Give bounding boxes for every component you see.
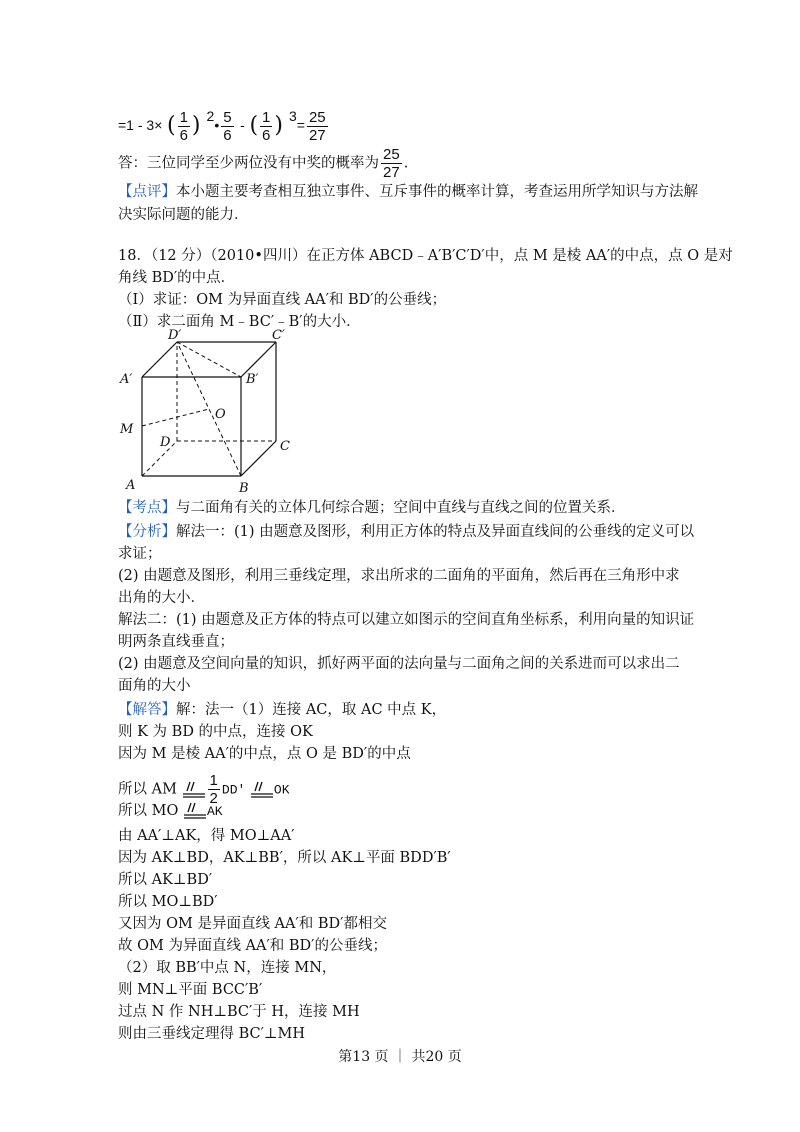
jieda-line-1 xyxy=(118,700,446,720)
edge-CB xyxy=(241,441,276,476)
jieda-text: 所以 AK⊥BD′ xyxy=(118,872,213,888)
question-18-line-2 xyxy=(118,268,235,288)
question-18-part-1 xyxy=(118,290,446,310)
answer-end: . xyxy=(403,155,409,172)
jieda-line-12 xyxy=(118,958,336,978)
jieda-text: （2）取 BB′中点 N，连接 MN， xyxy=(118,960,337,976)
fenxi-line-6 xyxy=(118,632,234,652)
frac-den: 6 xyxy=(223,126,232,144)
jieda-math: AK xyxy=(206,804,223,819)
calc-prefix: =1 - 3× xyxy=(118,117,163,133)
jieda-line-15 xyxy=(118,1024,305,1044)
comment-text: 决实际问题的能力． xyxy=(118,207,249,223)
kaodian-tag: 【考点】 xyxy=(118,500,176,516)
jieda-text: 因为 AK⊥BD，AK⊥BB′，所以 AK⊥平面 BDD′B′ xyxy=(118,850,451,866)
question-text: 角线 BD′的中点． xyxy=(118,270,236,286)
fenxi-text: (2) 由题意及图形，利用三垂线定理，求出所求的二面角的平面角，然后再在三角形中求 xyxy=(118,568,680,584)
jieda-text: 故 OM 为异面直线 AA′和 BD′的公垂线； xyxy=(118,938,387,954)
jieda-line-3 xyxy=(118,744,411,764)
diagonal-BD1 xyxy=(177,342,241,476)
question-part: （Ⅱ）求二面角 M﹣BC′﹣B′的大小． xyxy=(118,314,361,330)
right-paren: ) xyxy=(191,113,201,138)
jieda-text: 解：法一（1）连接 AC，取 AC 中点 K， xyxy=(176,702,447,718)
exponent: 2 xyxy=(206,108,215,124)
minus-operator: - xyxy=(240,117,245,133)
jieda-text: 则 K 为 BD 的中点，连接 OK xyxy=(118,724,313,740)
parallel-equal-icon xyxy=(182,781,206,799)
diagonal-D1B1 xyxy=(177,342,241,377)
edge-A1D1 xyxy=(142,342,177,377)
comment-line-1 xyxy=(118,182,698,202)
jieda-text: 所以 AM xyxy=(118,781,177,798)
jieda-math: DD′ xyxy=(221,782,246,798)
fraction xyxy=(260,109,272,144)
fraction xyxy=(221,109,233,144)
frac-den: 6 xyxy=(262,126,271,144)
jieda-text: 由 AA′⊥AK，得 MO⊥AA′ xyxy=(118,828,295,844)
frac-num: 1 xyxy=(209,772,218,789)
jieda-line-6 xyxy=(118,826,295,846)
label-C1: C′ xyxy=(272,328,285,343)
fenxi-text: 明两条直线垂直； xyxy=(118,634,234,650)
fenxi-line-8 xyxy=(118,676,191,696)
jieda-math: OK xyxy=(273,782,290,798)
question-part: （Ⅰ）求证：OM 为异面直线 AA′和 BD′的公垂线； xyxy=(118,292,447,308)
jieda-text: 过点 N 作 NH⊥BC′于 H，连接 MH xyxy=(118,1004,360,1020)
calc-line xyxy=(118,106,330,144)
segment-MO xyxy=(142,409,209,426)
frac-den: 27 xyxy=(383,164,400,181)
fenxi-line-4 xyxy=(118,588,205,608)
jieda-line-13 xyxy=(118,980,262,1000)
fenxi-text: (2) 由题意及空间向量的知识，抓好两平面的法向量与二面角之间的关系进而可以求出二 xyxy=(118,656,680,672)
fenxi-line-7 xyxy=(118,654,680,674)
jieda-text: 所以 MO xyxy=(118,803,179,819)
frac-num: 1 xyxy=(179,108,188,126)
jieda-tag: 【解答】 xyxy=(118,702,176,718)
fraction xyxy=(307,109,328,144)
jieda-line-10 xyxy=(118,914,387,934)
jieda-text: 则 MN⊥平面 BCC′B′ xyxy=(118,982,263,998)
kaodian-text: 与二面角有关的立体几何综合题；空间中直线与直线之间的位置关系． xyxy=(176,500,626,516)
question-18-line-1 xyxy=(118,246,733,266)
frac-den: 27 xyxy=(308,126,326,144)
fenxi-text: 解法一：(1) 由题意及图形，利用正方体的特点及异面直线间的公垂线的定义可以 xyxy=(176,524,695,540)
frac-den: 2 xyxy=(209,790,218,807)
jieda-line-5 xyxy=(118,801,223,822)
fraction xyxy=(381,146,402,181)
comment-line-2 xyxy=(118,205,249,225)
frac-num: 5 xyxy=(223,108,232,126)
jieda-text: 又因为 OM 是异面直线 AA′和 BD′都相交 xyxy=(118,916,387,932)
jieda-line-2 xyxy=(118,722,313,742)
question-text: 18．（12 分）（2010•四川）在正方体 ABCD﹣A′B′C′D′中，点 M 是棱 AA′的中点，点 O 是对 xyxy=(118,248,733,264)
cube-figure xyxy=(116,326,306,496)
label-D: D xyxy=(160,435,171,450)
label-B: B xyxy=(239,481,249,496)
exponent: 3 xyxy=(288,108,297,124)
label-O: O xyxy=(215,407,226,422)
fenxi-line-3 xyxy=(118,566,680,586)
fenxi-tag: 【分析】 xyxy=(118,524,176,540)
label-M: M xyxy=(120,422,134,437)
jieda-text: 因为 M 是棱 AA′的中点，点 O 是 BD′的中点 xyxy=(118,746,411,762)
jieda-line-14 xyxy=(118,1002,360,1022)
dot-operator: • xyxy=(214,117,220,133)
left-paren: ( xyxy=(249,113,259,138)
fraction xyxy=(178,109,190,144)
right-paren: ) xyxy=(274,113,283,138)
fenxi-text: 面角的大小 xyxy=(118,678,191,694)
parallel-equal-icon xyxy=(250,781,274,799)
frac-num: 25 xyxy=(383,146,400,163)
fenxi-line-1 xyxy=(118,522,694,542)
label-B1: B′ xyxy=(246,372,259,387)
fenxi-text: 解法二：(1) 由题意及正方体的特点可以建立如图示的空间直角坐标系，利用向量的知识证 xyxy=(118,612,695,628)
fenxi-text: 求证； xyxy=(118,546,162,562)
label-A1: A′ xyxy=(120,372,133,387)
frac-num: 1 xyxy=(262,108,271,126)
label-C: C xyxy=(280,439,290,454)
left-paren: ( xyxy=(166,113,176,138)
fenxi-line-2 xyxy=(118,544,162,564)
kaodian-line xyxy=(118,498,626,518)
frac-den: 6 xyxy=(179,126,188,144)
comment-text: 本小题主要考查相互独立事件、互斥事件的概率计算，考查运用所学知识与方法解 xyxy=(176,184,698,200)
jieda-line-7 xyxy=(118,848,451,868)
parallel-equal-icon xyxy=(183,802,207,820)
equals-sign: = xyxy=(296,117,305,133)
jieda-text: 所以 MO⊥BD′ xyxy=(118,894,218,910)
jieda-line-8 xyxy=(118,870,212,890)
fenxi-line-5 xyxy=(118,610,694,630)
page-footer: 第13 页 ｜ 共20 页 xyxy=(338,1049,462,1065)
label-D1: D′ xyxy=(168,328,182,343)
answer-line xyxy=(118,146,408,181)
answer-text: 答：三位同学至少两位没有中奖的概率为 xyxy=(118,155,379,172)
label-A: A xyxy=(126,478,136,493)
comment-tag: 【点评】 xyxy=(118,184,176,200)
jieda-line-9 xyxy=(118,892,218,912)
frac-num: 25 xyxy=(308,108,326,126)
fenxi-text: 出角的大小． xyxy=(118,590,205,606)
jieda-text: 则由三垂线定理得 BC′⊥MH xyxy=(118,1026,306,1042)
jieda-line-11 xyxy=(118,936,387,956)
